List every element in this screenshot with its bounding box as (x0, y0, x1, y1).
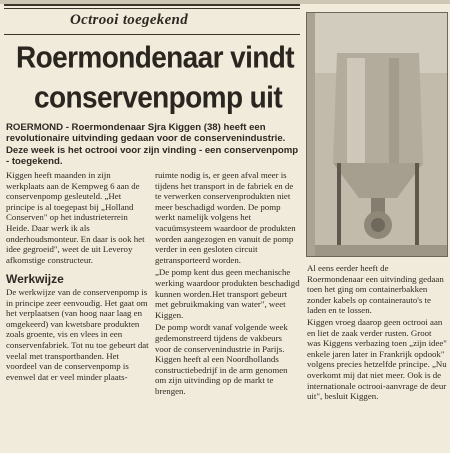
pump-photo-illustration (307, 13, 448, 257)
column-1-paragraph-1: Kiggen heeft maanden in zijn werkplaats aan de Kempweg 6 aan de conservenpomp gesleuteld. „Het principe is al toegepast bij „Holland Conserven" op het industrieterrein Heide. Daar werk ik als onderhoudsmonteur. En daar is ook het idee gegroeid", weet de uit Leveroy afkomstige constructeur. (6, 170, 145, 265)
headline-line-2: conservenpomp uit (34, 79, 283, 114)
pump-photo (306, 12, 448, 257)
column-3 (307, 263, 447, 402)
column-2-paragraph-1: ruimte nodig is, er geen afval meer is tijdens het transport in de fabriek en de te verwerken conservenprodukten niet meer beschadigd worden. De pomp werkt namelijk volgens het vacuümsysteem waardoor de produkten worden aangezogen en vanuit de pomp verder in een gesloten circuit getransporteerd worden. (155, 170, 296, 265)
column-2-paragraph-2: „De pomp kent dus geen mechanische werking waardoor produkten beschadigd kunnen worden.Het transport gebeurt met gebruikmaking van water", weet Kiggen. (155, 267, 300, 320)
headline-line-1: Roermondenaar vindt (16, 40, 294, 75)
column-3-paragraph-2: Kiggen vroeg daarop geen octrooi aan en liet de zaak verder rusten. Groot was Kiggens verbazing toen „zijn idee" enkele jaren later in Frankrijk opdook" volgens precies hetzelfde principe. „Nu overkomt mij dat niet meer. Ook is de internationale octrooi-aanvrage de deur uit", besluit Kiggen. (307, 316, 447, 402)
subheading: Werkwijze (6, 272, 64, 287)
column-1 (6, 170, 149, 382)
headline (6, 38, 302, 117)
top-rule (4, 4, 300, 6)
column-2-paragraph-3: De pomp wordt vanaf volgende week gedemonstreerd tijdens de vakbeurs voor de conservenindustrie in Parijs. Kiggen heeft al een Noordhollands constructiebedrijf in de arm genomen om zijn uitvinding op de markt te brengen. (155, 322, 288, 396)
rubric-rule (4, 34, 300, 35)
top-rule-thin (4, 8, 300, 9)
column-3-paragraph-1: Al eens eerder heeft de Roermondenaar een uitvinding gedaan toen het ging om containerbakken zonder kabels op containerauto's te laden en te lossen. (307, 263, 444, 316)
lead-paragraph: ROERMOND - Roermondenaar Sjra Kiggen (38) heeft een revolutionaire uitvinding gedaan voor de conservenindustrie. Deze week is het octrooi voor zijn vinding - een conservenpomp - toegekend. (6, 122, 299, 167)
rubric: Octrooi toegekend (70, 12, 188, 28)
column-2 (155, 170, 300, 396)
column-1-paragraph-2: De werkwijze van de conservenpomp is in principe zeer eenvoudig. Het gaat om het verplaatsen (van hoog naar laag en omgekeerd) van kwetsbare produkten zoals groente, vis en vlees in een conservenfabriek. Tot nu toe gebeurt dat veelal met transportbanden. Het voordeel van de conservenpomp is evenwel dat er veel minder plaats- (6, 286, 149, 382)
